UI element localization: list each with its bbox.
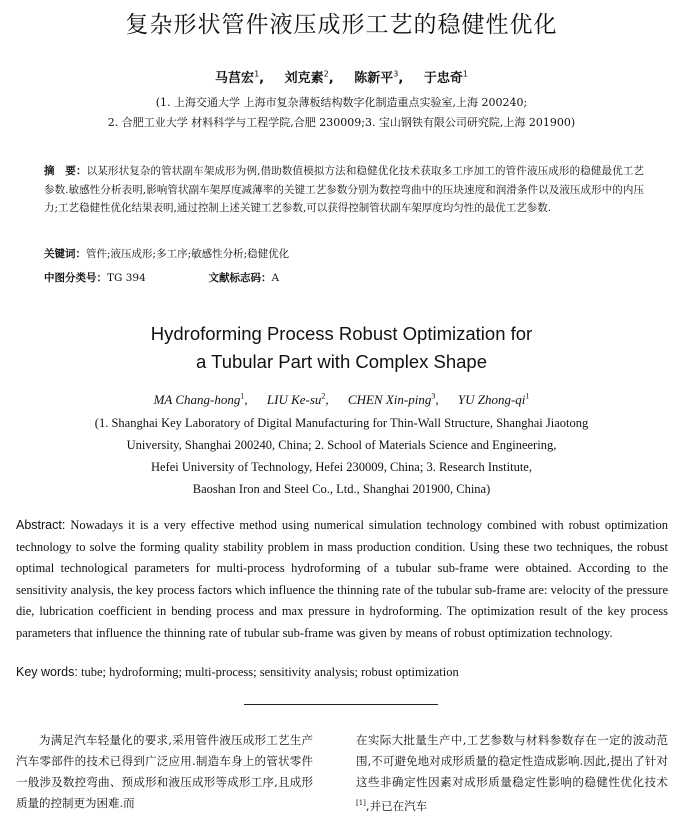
english-keywords-label: Key words:	[16, 665, 78, 679]
chinese-abstract-label: 摘 要：	[44, 165, 87, 177]
class-number-value: TG 394	[107, 272, 146, 284]
section-divider	[244, 704, 438, 705]
english-keywords-text: tube; hydroforming; multi-process; sensitivity analysis; robust optimization	[80, 665, 459, 679]
chinese-title: 复杂形状管件液压成形工艺的稳健性优化	[125, 12, 558, 38]
english-author: YU Zhong-$qi^1$	[457, 392, 530, 408]
class-number-label: 中图分类号：	[44, 272, 107, 284]
chinese-keywords-label: 关键词：	[44, 248, 86, 260]
chinese-author: 陈新平$^3$,	[354, 69, 404, 86]
english-author-list	[0, 392, 683, 408]
citation-ref: [1]	[356, 799, 366, 807]
english-affiliation-line: Baoshan Iron and Steel Co., Ltd., Shanghai 201900, China)	[192, 482, 491, 496]
english-title-line: Hydroforming Process Robust Optimization for	[150, 323, 533, 344]
english-title	[0, 320, 683, 376]
body-column-left: 为满足汽车轻量化的要求,采用管件液压成形工艺生产汽车零部件的技术已得到广泛应用.制造车身上的管状零件一般涉及数控弯曲、预成形和液压成形等成形工序,且成形质量的控制更为困难.而	[16, 733, 313, 810]
english-abstract-text: Nowadays it is a very effective method using numerical simulation technology combined with robust optimization technology to solve the forming quality stability problem in mass production condition. Using these two techniques, the robust optimal technological parameters for multi-process hydroforming of a tubular sub-frame were obtained. According to the sensitivity analysis, the key process factors which influence the thinning rate of the tubular sub-frame are: velocity of the pressure die, lubrication coefficient in bending process and max pressure in hydroforming. The optimization result of the key process parameters that influence the thinning rate of tubular sub-frame was given by means of robust optimization technology.	[16, 518, 669, 640]
chinese-affiliation-line: (1. 上海交通大学 上海市复杂薄板结构数字化制造重点实验室,上海 200240;	[155, 96, 528, 109]
english-keywords	[16, 665, 668, 680]
english-abstract-label: Abstract:	[16, 518, 66, 532]
english-affiliation-line: Hefei University of Technology, Hefei 230009, China; 3. Research Institute,	[151, 460, 532, 474]
english-affiliation-line: (1. Shanghai Key Laboratory of Digital Manufacturing for Thin-Wall Structure, Shanghai Jiaotong	[94, 416, 589, 430]
english-author: CHEN Xin-ping$^3$,	[347, 392, 439, 408]
chinese-author: 刘克素$^2$,	[284, 69, 334, 86]
chinese-abstract-text: 以某形状复杂的管状副车架成形为例,借助数值模拟方法和稳健优化技术获取多工序加工的管件液压成形的稳健最优工艺参数.敏感性分析表明,影响管状副车架厚度减薄率的关键工艺参数分别为数控弯曲中的压块速度和润滑条件以及液压成形中的内压力;工艺稳健性优化结果表明,通过控制上述关键工艺参数,可以获得控制管状副车架厚度均匀性的最优工艺参数.	[44, 165, 644, 215]
english-author: LIU $Ke-su^2$,	[266, 392, 329, 408]
chinese-author: 于忠奇$^1$	[423, 69, 468, 86]
body-text: 在实际大批量生产中,工艺参数与材料参数存在一定的波动范围,不可避免地对成形质量的稳定性造成影响.因此,提出了针对这些非确定性因素对成形质量稳定性影响的稳健性优化技术	[356, 733, 668, 789]
english-affiliation-line: University, Shanghai 200240, China; 2. School of Materials Science and Engineering,	[126, 438, 557, 452]
english-author: MA Chang-hong$^1$,	[153, 392, 248, 408]
english-affiliation	[0, 412, 683, 500]
body-text: ,并已在汽车	[365, 798, 428, 813]
chinese-affiliation-line: 2. 合肥工业大学 材料科学与工程学院,合肥 230009;3. 宝山钢铁有限公司研究院,上海 201900)	[107, 116, 576, 129]
document-code-label: 文献标志码：	[208, 272, 272, 284]
chinese-author-list	[0, 67, 683, 86]
body-column-right	[356, 730, 668, 817]
document-code-value: A	[271, 272, 280, 284]
english-abstract	[16, 515, 668, 644]
english-title-line: a Tubular Part with Complex Shape	[195, 351, 487, 372]
chinese-author: 马莒宏$^1$,	[215, 69, 265, 86]
chinese-abstract	[44, 162, 644, 218]
classification-line	[44, 270, 644, 285]
chinese-keywords-text: 管件;液压成形;多工序;敏感性分析;稳健优化	[86, 248, 290, 260]
chinese-keywords	[44, 246, 644, 261]
